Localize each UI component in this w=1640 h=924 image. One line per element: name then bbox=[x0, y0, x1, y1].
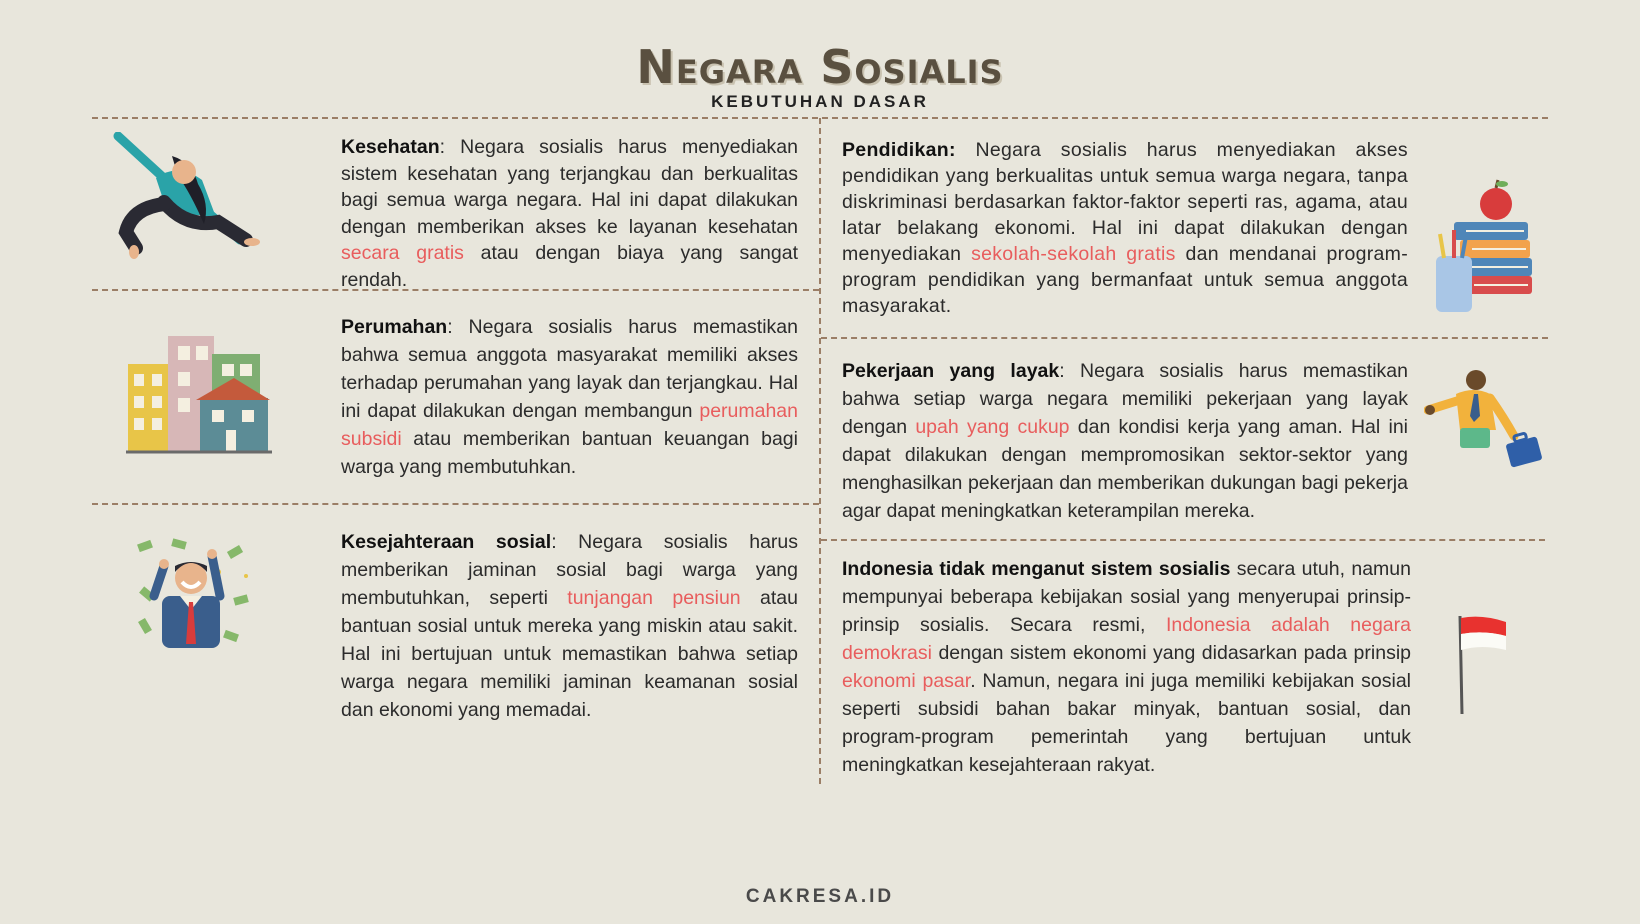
worker-briefcase-icon bbox=[1424, 366, 1544, 470]
card-heading: Kesejahteraan sosial bbox=[341, 531, 552, 553]
card-heading: Pendidikan: bbox=[842, 139, 956, 161]
card-heading: Indonesia tidak menganut sistem sosialis bbox=[842, 558, 1231, 580]
card-heading: Kesehatan bbox=[341, 136, 440, 158]
left-divider-2 bbox=[92, 503, 819, 505]
card-pendidikan: Pendidikan: Negara sosialis harus menyediakan akses pendidikan yang berkualitas untuk semua warga negara, tanpa diskriminasi berdasarkan faktor-faktor seperti ras, agama, atau latar belakang ekonomi. Hal ini dapat dilakukan dengan menyediakan sekolah-sekolah gratis dan mendanai program-program pendidikan yang bermanfaat untuk semua anggota masyarakat. bbox=[842, 139, 1409, 317]
highlight-text: secara gratis bbox=[341, 242, 464, 264]
card-kesejahteraan-sosial: Kesejahteraan sosial: Negara sosialis harus memberikan jaminan sosial bagi warga yang membutuhkan, seperti tunjangan pensiun atau bantuan sosial untuk mereka yang miskin atau sakit. Hal ini bertujuan untuk memastikan bahwa setiap warga negara memiliki jaminan keamanan sosial dan ekonomi yang memadai. bbox=[341, 531, 798, 721]
highlight-text: Indonesia adalah negara demokrasi bbox=[842, 614, 1411, 664]
page-title: Negara Sosialis bbox=[636, 40, 1004, 94]
yoga-woman-icon bbox=[112, 132, 268, 262]
highlight-text: ekonomi pasar bbox=[842, 670, 971, 692]
card-perumahan: Perumahan: Negara sosialis harus memastikan bahwa semua anggota masyarakat memiliki akses terhadap perumahan yang layak dan terjangkau. Hal ini dapat dilakukan dengan membangun perumahan subsidi atau memberikan bantuan keuangan bagi warga yang membutuhkan. bbox=[341, 316, 798, 478]
center-divider bbox=[819, 118, 821, 784]
highlight-text: perumahan subsidi bbox=[341, 400, 798, 450]
right-divider-1 bbox=[821, 337, 1548, 339]
page-subtitle: KEBUTUHAN DASAR bbox=[711, 92, 929, 111]
right-divider-2 bbox=[821, 539, 1545, 541]
card-kesehatan: Kesehatan: Negara sosialis harus menyediakan sistem kesehatan yang terjangkau dan berkualitas bagi semua warga negara. Hal ini dapat dilakukan dengan memberikan akses ke layanan kesehatan secara gratis atau dengan biaya yang sangat rendah. bbox=[341, 136, 798, 291]
books-apple-icon bbox=[1432, 178, 1540, 316]
card-indonesia: Indonesia tidak menganut sistem sosialis secara utuh, namun mempunyai beberapa kebijakan sosial yang menyerupai prinsip-prinsip sosialis. Secara resmi, Indonesia adalah negara demokrasi dengan sistem ekonomi yang didasarkan pada prinsip ekonomi pasar. Namun, negara ini juga memiliki kebijakan sosial seperti subsidi bahan bakar minyak, bantuan sosial, dan program-program pemerintah yang bertujuan untuk meningkatkan kesejahteraan rakyat. bbox=[842, 558, 1412, 776]
card-heading: Pekerjaan yang layak bbox=[842, 360, 1060, 382]
highlight-text: upah yang cukup bbox=[915, 416, 1070, 438]
footer-brand: CAKRESA.ID bbox=[745, 886, 895, 907]
card-pekerjaan-layak: Pekerjaan yang layak: Negara sosialis harus memastikan bahwa setiap warga negara memiliki pekerjaan yang layak dengan upah yang cukup dan kondisi kerja yang aman. Hal ini dapat dilakukan dengan mempromosikan sektor-sektor yang menghasilkan pekerjaan dan memberikan dukungan bagi pekerja agar dapat meningkatkan keterampilan mereka. bbox=[842, 360, 1408, 522]
buildings-icon bbox=[126, 332, 272, 454]
highlight-text: sekolah-sekolah gratis bbox=[971, 243, 1176, 265]
card-heading: Perumahan bbox=[341, 316, 448, 338]
highlight-text: tunjangan pensiun bbox=[567, 587, 741, 609]
indonesia-flag-icon bbox=[1454, 614, 1510, 716]
happy-man-money-icon bbox=[134, 536, 252, 648]
